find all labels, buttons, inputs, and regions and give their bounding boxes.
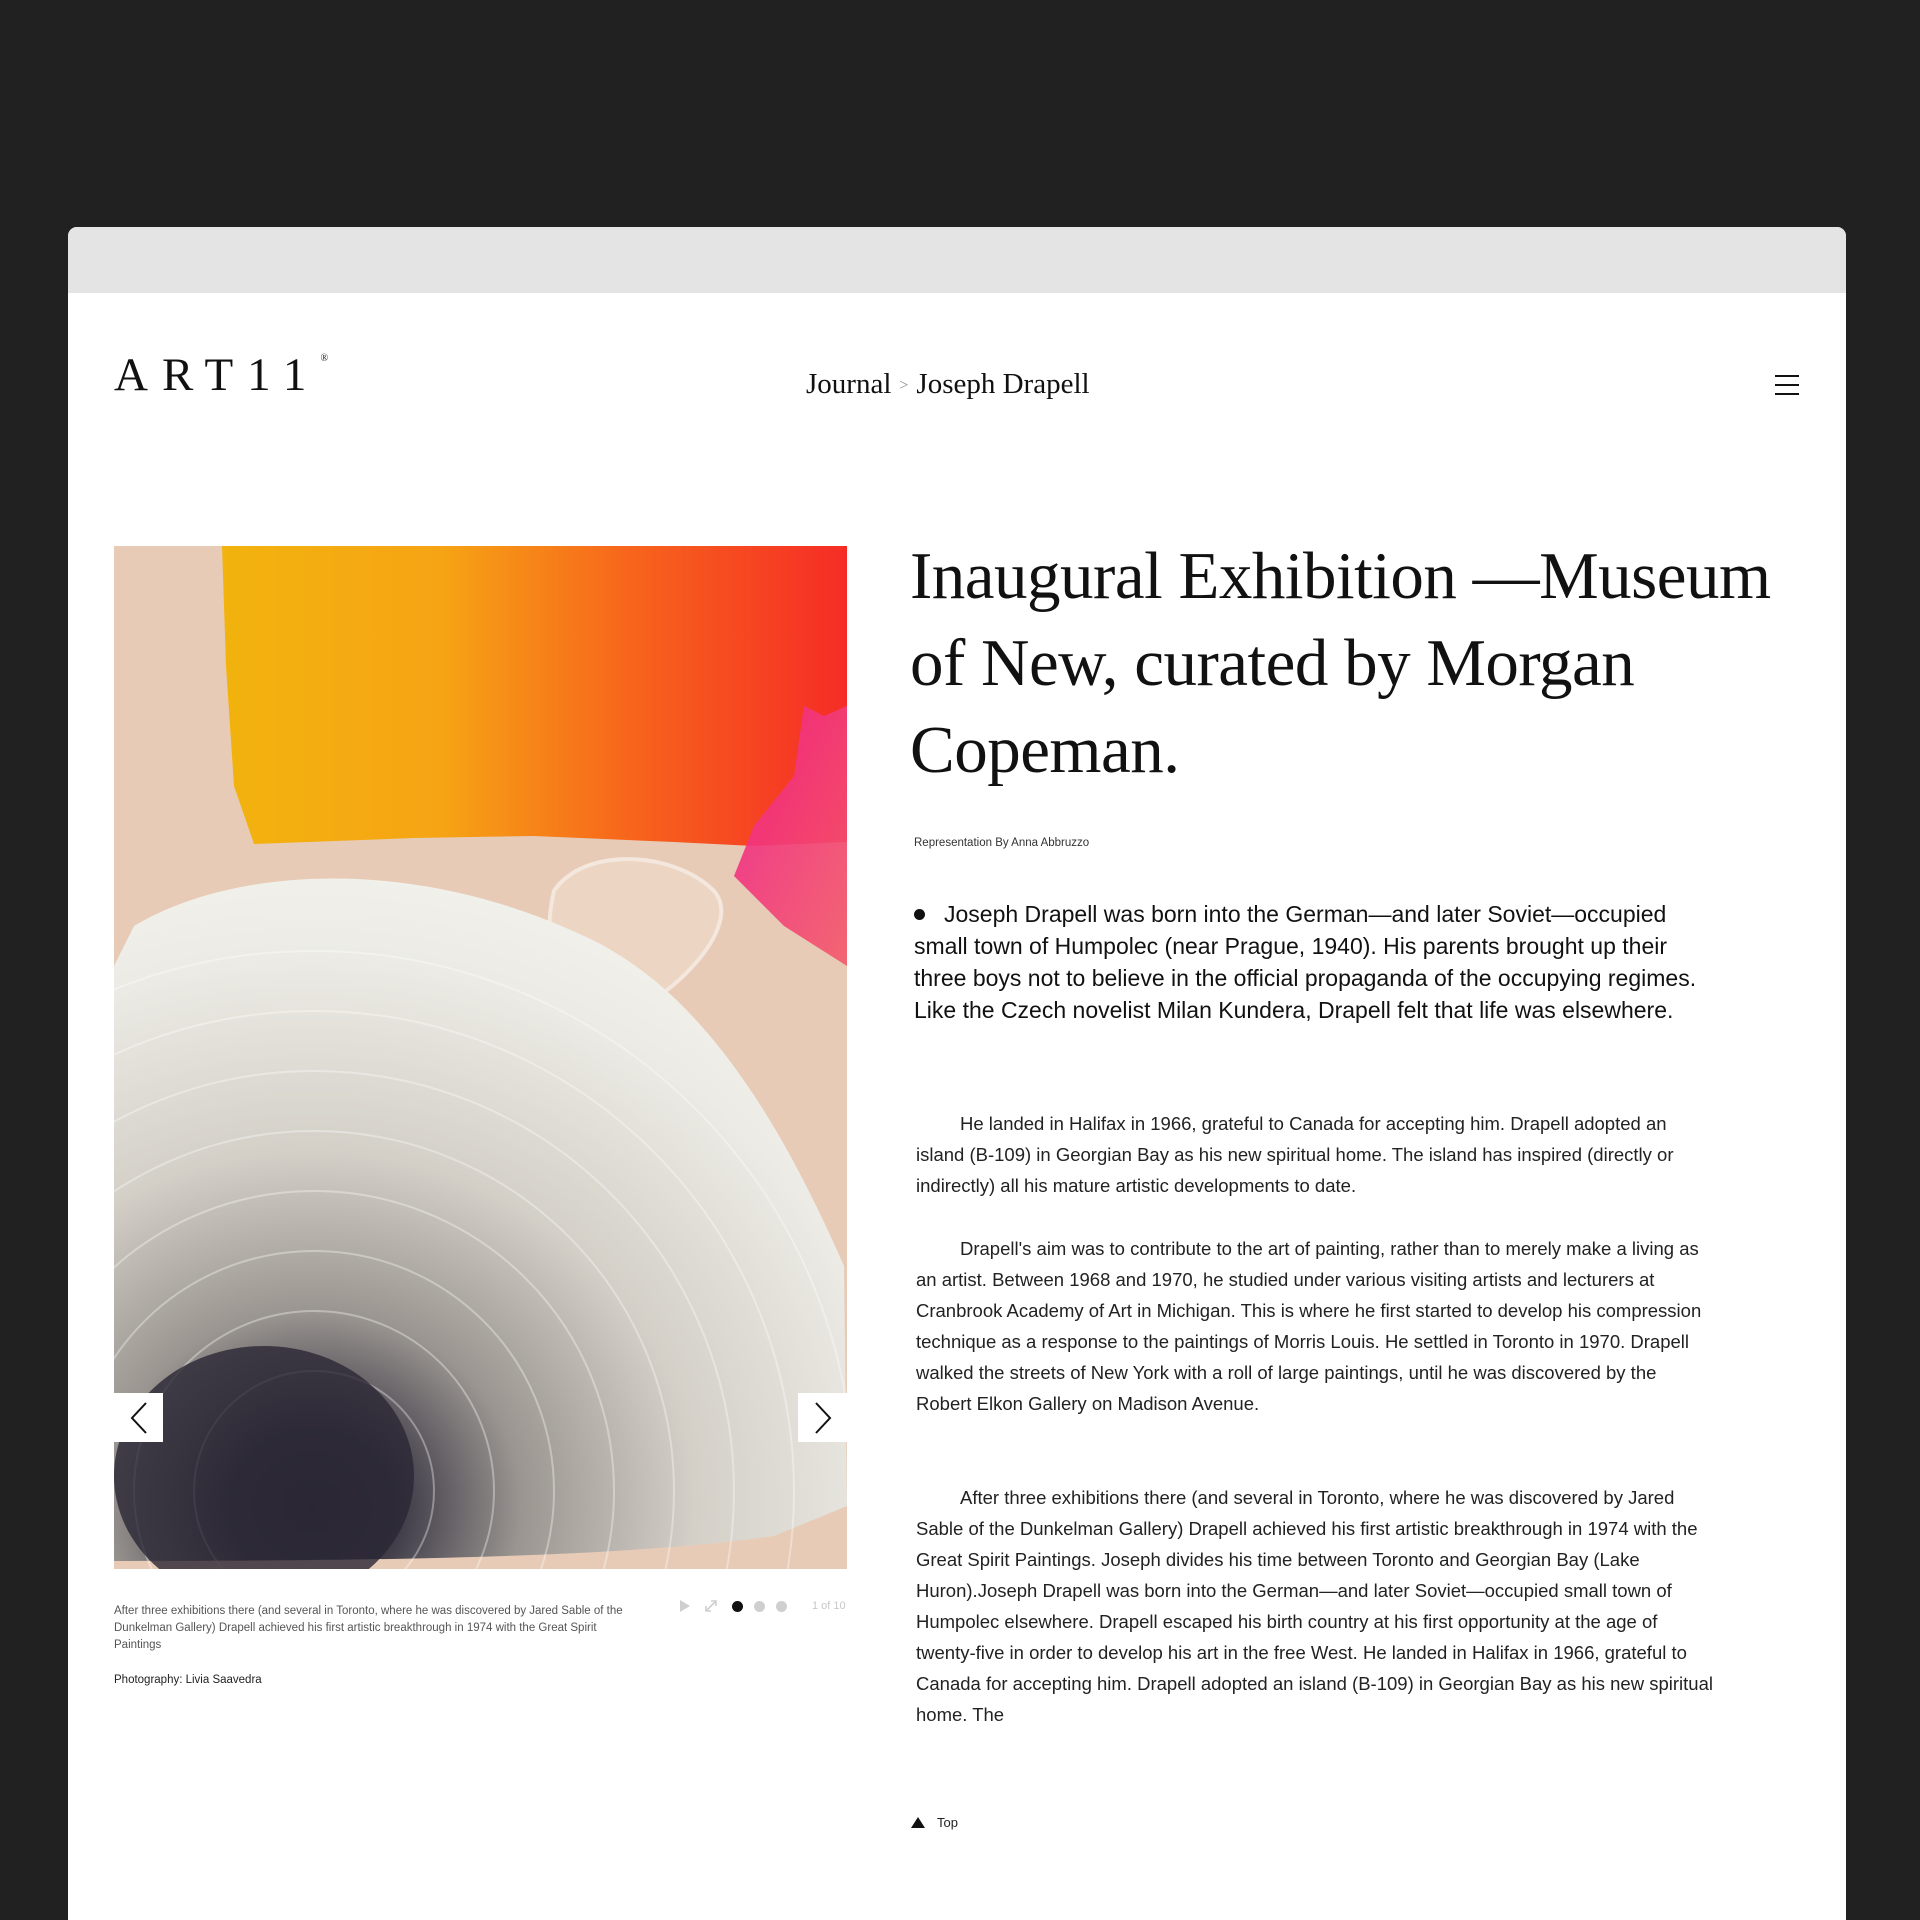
- expand-icon[interactable]: [704, 1599, 718, 1613]
- painting-image: [114, 546, 847, 1569]
- gallery-dot-2[interactable]: [754, 1601, 765, 1612]
- article-lead-text: Joseph Drapell was born into the German—and later Soviet—occupied small town of Humpolec (near Prague, 1940). His parents brought up their three boys not to believe in the official propaganda of the occupying regimes. Like the Czech novelist Milan Kundera, Drapell felt that life was elsewhere.: [914, 901, 1697, 1023]
- chevron-right-icon: [813, 1401, 833, 1435]
- back-to-top-link[interactable]: [911, 1815, 958, 1830]
- gallery-image: [114, 546, 847, 1569]
- gallery-controls: [678, 1598, 848, 1614]
- article-paragraph: He landed in Halifax in 1966, grateful to Canada for accepting him. Drapell adopted an island (B-109) in Georgian Bay as his new spiritual home. The island has inspired (directly or indirectly) all his mature artistic developments to date.: [916, 1113, 1674, 1196]
- photo-credit: Photography: Livia Saavedra: [114, 1674, 262, 1686]
- article-title: Inaugural Exhibition —Museum of New, curated by Morgan Copeman.: [910, 539, 1771, 787]
- breadcrumb: [806, 370, 1090, 399]
- gallery-caption: After three exhibitions there (and several in Toronto, where he was discovered by Jared Sable of the Dunkelman Gallery) Drapell achieved his first artistic breakthrough in 1974 with the Great Spirit Paintings: [114, 1605, 623, 1651]
- article-paragraph: After three exhibitions there (and several in Toronto, where he was discovered by Jared Sable of the Dunkelman Gallery) Drapell achieved his first artistic breakthrough in 1974 with the Great Spirit Paintings. Joseph divides his time between Toronto and Georgian Bay (Lake Huron).Joseph Drapell was born into the German—and later Soviet—occupied small town of Humpolec elsewhere. Drapell escaped his birth country at his first opportunity at the age of twenty-five in order to develop his art in the free West. He landed in Halifax in 1966, grateful to Canada for accepting him. Drapell adopted an island (B-109) in Georgian Bay as his new spiritual home. The: [916, 1487, 1713, 1725]
- bullet-icon: [914, 909, 925, 920]
- breadcrumb-current: Joseph Drapell: [916, 368, 1090, 400]
- browser-chrome-bar: [68, 227, 1846, 293]
- browser-window: [68, 227, 1846, 1920]
- site-logo[interactable]: [114, 349, 329, 401]
- gallery-dot-3[interactable]: [776, 1601, 787, 1612]
- chevron-left-icon: [129, 1401, 149, 1435]
- back-to-top-label: Top: [937, 1815, 958, 1830]
- article-lead: [914, 898, 1714, 1026]
- article-paragraph: Drapell's aim was to contribute to the art of painting, rather than to merely make a living as an artist. Between 1968 and 1970, he studied under various visiting artists and lecturers at Cranbrook Academy of Art in Michigan. This is where he first started to develop his compression technique as a response to the paintings of Morris Louis. He settled in Toronto in 1970. Drapell walked the streets of New York with a roll of large paintings, until he was discovered by the Robert Elkon Gallery on Madison Avenue.: [916, 1238, 1702, 1414]
- logo-registered-mark: ®: [320, 353, 329, 364]
- article-byline: Representation By Anna Abbruzzo: [914, 837, 1090, 849]
- gallery-dot-1[interactable]: [732, 1601, 743, 1612]
- arrow-up-icon: [911, 1817, 925, 1828]
- breadcrumb-separator: >: [899, 377, 909, 394]
- logo-text: ART11: [114, 349, 321, 401]
- hamburger-menu-icon[interactable]: [1775, 373, 1799, 397]
- gallery-counter: 1 of 10: [812, 1600, 846, 1612]
- gallery-prev-button[interactable]: [114, 1393, 163, 1442]
- play-icon[interactable]: [678, 1599, 692, 1613]
- breadcrumb-journal-link[interactable]: Journal: [806, 368, 892, 400]
- gallery-next-button[interactable]: [798, 1393, 847, 1442]
